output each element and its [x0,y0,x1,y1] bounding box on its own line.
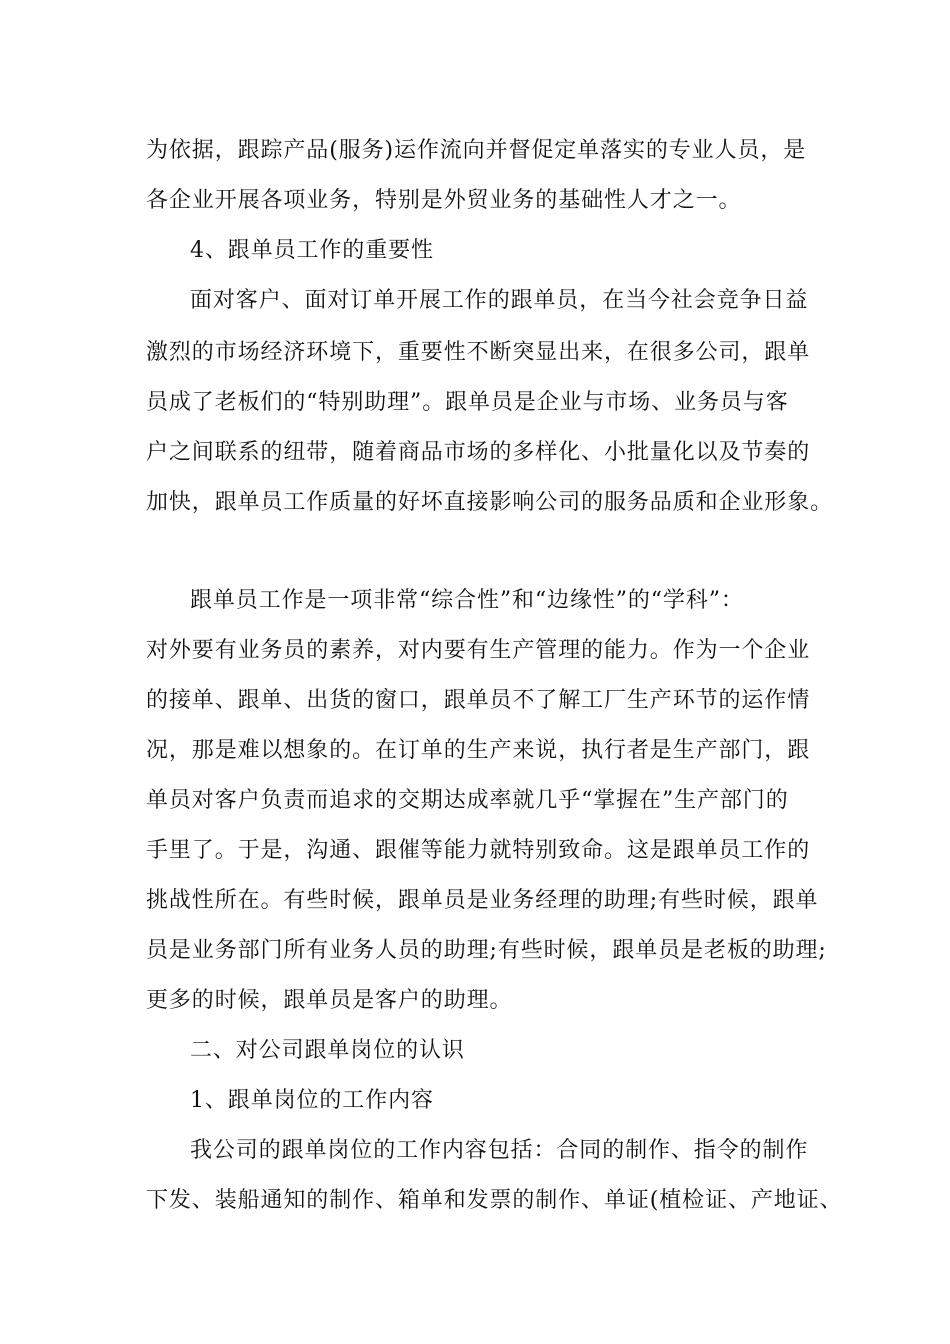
text-line: 激烈的市场经济环境下，重要性不断突显出来，在很多公司，跟单 [146,340,811,365]
text-line: 户之间联系的纽带，随着商品市场的多样化、小批量化以及节奏的 [146,440,811,465]
section-heading: 二、对公司跟单岗位的认识 [190,1038,465,1063]
text-line: 为依据，跟踪产品(服务)运作流向并督促定单落实的专业人员，是 [146,138,807,163]
text-line: 员成了老板们的“特别助理”。跟单员是企业与市场、业务员与客 [146,390,789,415]
text-line: 更多的时候，跟单员是客户的助理。 [146,988,513,1013]
text-line: 的接单、跟单、出货的窗口，跟单员不了解工厂生产环节的运作情 [146,688,811,713]
text-line: 面对客户、面对订单开展工作的跟单员，在当今社会竞争日益 [190,288,809,313]
text-line: 对外要有业务员的素养，对内要有生产管理的能力。作为一个企业 [146,638,811,663]
text-line: 单员对客户负责而追求的交期达成率就几乎“掌握在”生产部门的 [146,788,789,813]
text-line: 下发、装船通知的制作、箱单和发票的制作、单证(植检证、产地证、 [146,1188,843,1213]
text-line: 挑战性所在。有些时候，跟单员是业务经理的助理;有些时候，跟单 [146,888,819,913]
section-heading: 1、跟单岗位的工作内容 [190,1088,434,1113]
text-line: 员是业务部门所有业务人员的助理;有些时候，跟单员是老板的助理; [146,938,827,963]
text-line: 手里了。于是，沟通、跟催等能力就特别致命。这是跟单员工作的 [146,838,811,863]
section-heading: 4、跟单员工作的重要性 [190,238,434,263]
text-line: 况，那是难以想象的。在订单的生产来说，执行者是生产部门，跟 [146,738,811,763]
text-line: 各企业开展各项业务，特别是外贸业务的基础性人才之一。 [146,188,742,213]
text-line: 跟单员工作是一项非常“综合性”和“边缘性”的“学科”： [190,588,744,613]
text-line: 加快，跟单员工作质量的好坏直接影响公司的服务品质和企业形象。 [146,490,834,515]
text-line: 我公司的跟单岗位的工作内容包括：合同的制作、指令的制作 [190,1138,809,1163]
